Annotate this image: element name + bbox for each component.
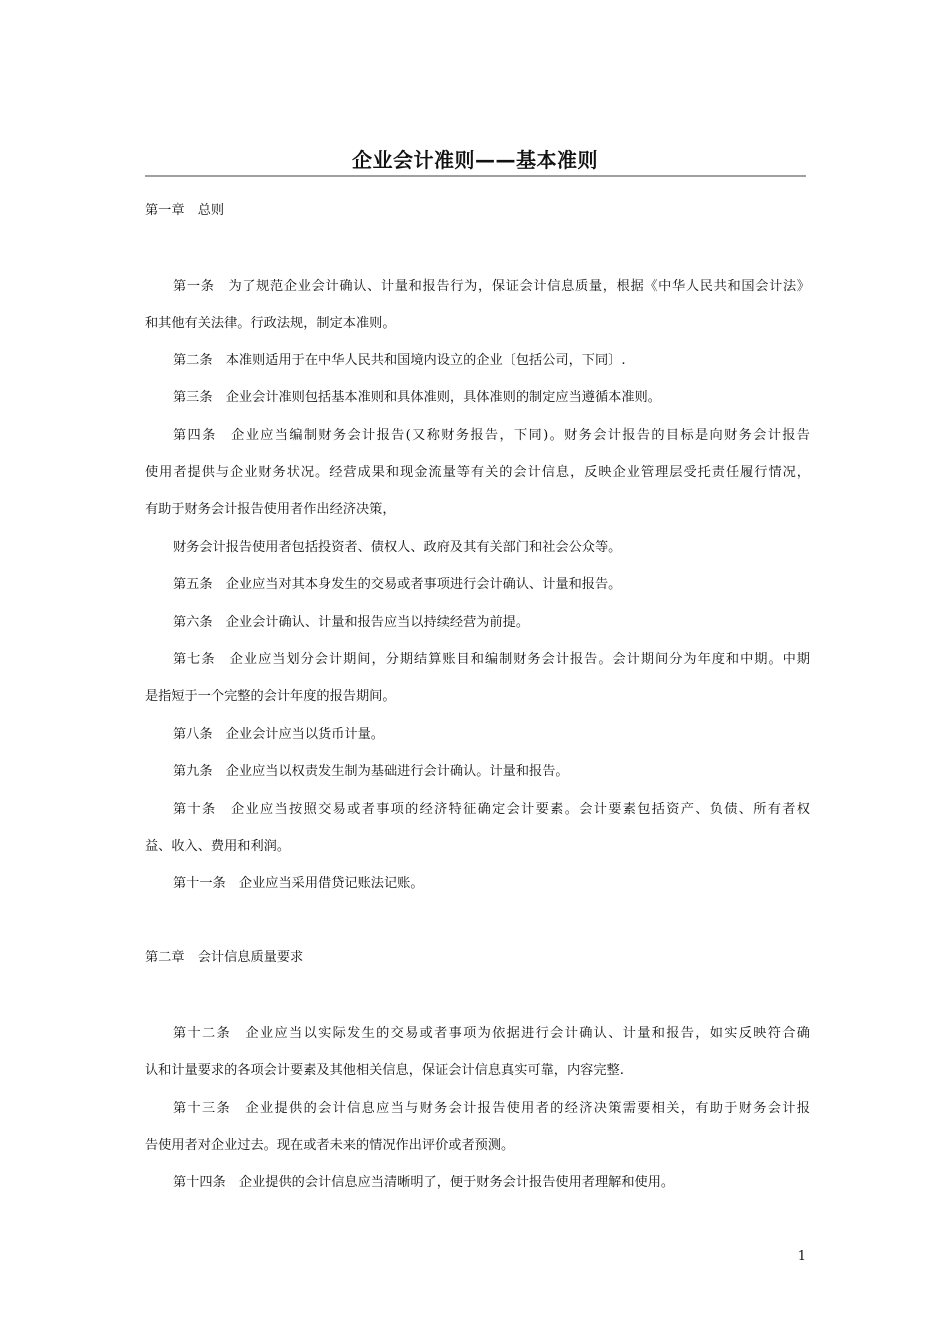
paragraph-line: 第十四条 企业提供的会计信息应当清晰明了，便于财务会计报告使用者理解和使用。 (173, 1175, 675, 1190)
paragraph-line: 财务会计报告使用者包括投资者、债权人、政府及其有关部门和社会公众等。 (173, 540, 622, 555)
paragraph-line: 第十三条 企业提供的会计信息应当与财务会计报告使用者的经济决策需要相关，有助于财务会计报 (173, 1101, 810, 1116)
paragraph-line: 有助于财务会计报告使用者作出经济决策， (145, 502, 396, 517)
title-underline (145, 175, 806, 177)
paragraph-line: 认和计量要求的各项会计要素及其他相关信息，保证会计信息真实可靠，内容完整. (145, 1063, 624, 1078)
chapter-heading: 第一章 总则 (145, 203, 225, 218)
paragraph-line: 第九条 企业应当以权责发生制为基础进行会计确认。计量和报告。 (173, 764, 569, 779)
paragraph-line: 使用者提供与企业财务状况。经营成果和现金流量等有关的会计信息，反映企业管理层受托责任履行情况， (145, 465, 810, 480)
chapter-heading: 第二章 会计信息质量要求 (145, 950, 304, 965)
paragraph-line: 第二条 本准则适用于在中华人民共和国境内设立的企业〔包括公司，下同〕. (173, 353, 626, 368)
paragraph-line: 益、收入、费用和利润。 (145, 839, 291, 854)
paragraph-line: 第八条 企业会计应当以货币计量。 (173, 727, 384, 742)
paragraph-line: 第六条 企业会计确认、计量和报告应当以持续经营为前提。 (173, 615, 530, 630)
paragraph-line: 是指短于一个完整的会计年度的报告期间。 (145, 689, 396, 704)
paragraph-line: 第十二条 企业应当以实际发生的交易或者事项为依据进行会计确认、计量和报告，如实反映符合确 (173, 1026, 810, 1041)
paragraph-line: 第四条 企业应当编制财务会计报告(又称财务报告，下同)。财务会计报告的目标是向财务会计报告 (173, 428, 810, 443)
paragraph-line: 第七条 企业应当划分会计期间，分期结算账目和编制财务会计报告。会计期间分为年度和中期。中期 (173, 652, 810, 667)
paragraph-line: 第五条 企业应当对其本身发生的交易或者事项进行会计确认、计量和报告。 (173, 577, 622, 592)
paragraph-line: 和其他有关法律。行政法规，制定本准则。 (145, 316, 396, 331)
paragraph-line: 第十条 企业应当按照交易或者事项的经济特征确定会计要素。会计要素包括资产、负债、所有者权 (173, 802, 810, 817)
paragraph-line: 告使用者对企业过去。现在或者未来的情况作出评价或者预测。 (145, 1138, 515, 1153)
page-number: 1 (797, 1249, 806, 1264)
paragraph-line: 第一条 为了规范企业会计确认、计量和报告行为，保证会计信息质量，根据《中华人民共和国会计法》 (173, 279, 810, 294)
paragraph-line: 第十一条 企业应当采用借贷记账法记账。 (173, 876, 424, 891)
document-title: 企业会计准则——基本准则 (352, 148, 598, 172)
paragraph-line: 第三条 企业会计准则包括基本准则和具体准则，具体准则的制定应当遵循本准则。 (173, 390, 661, 405)
